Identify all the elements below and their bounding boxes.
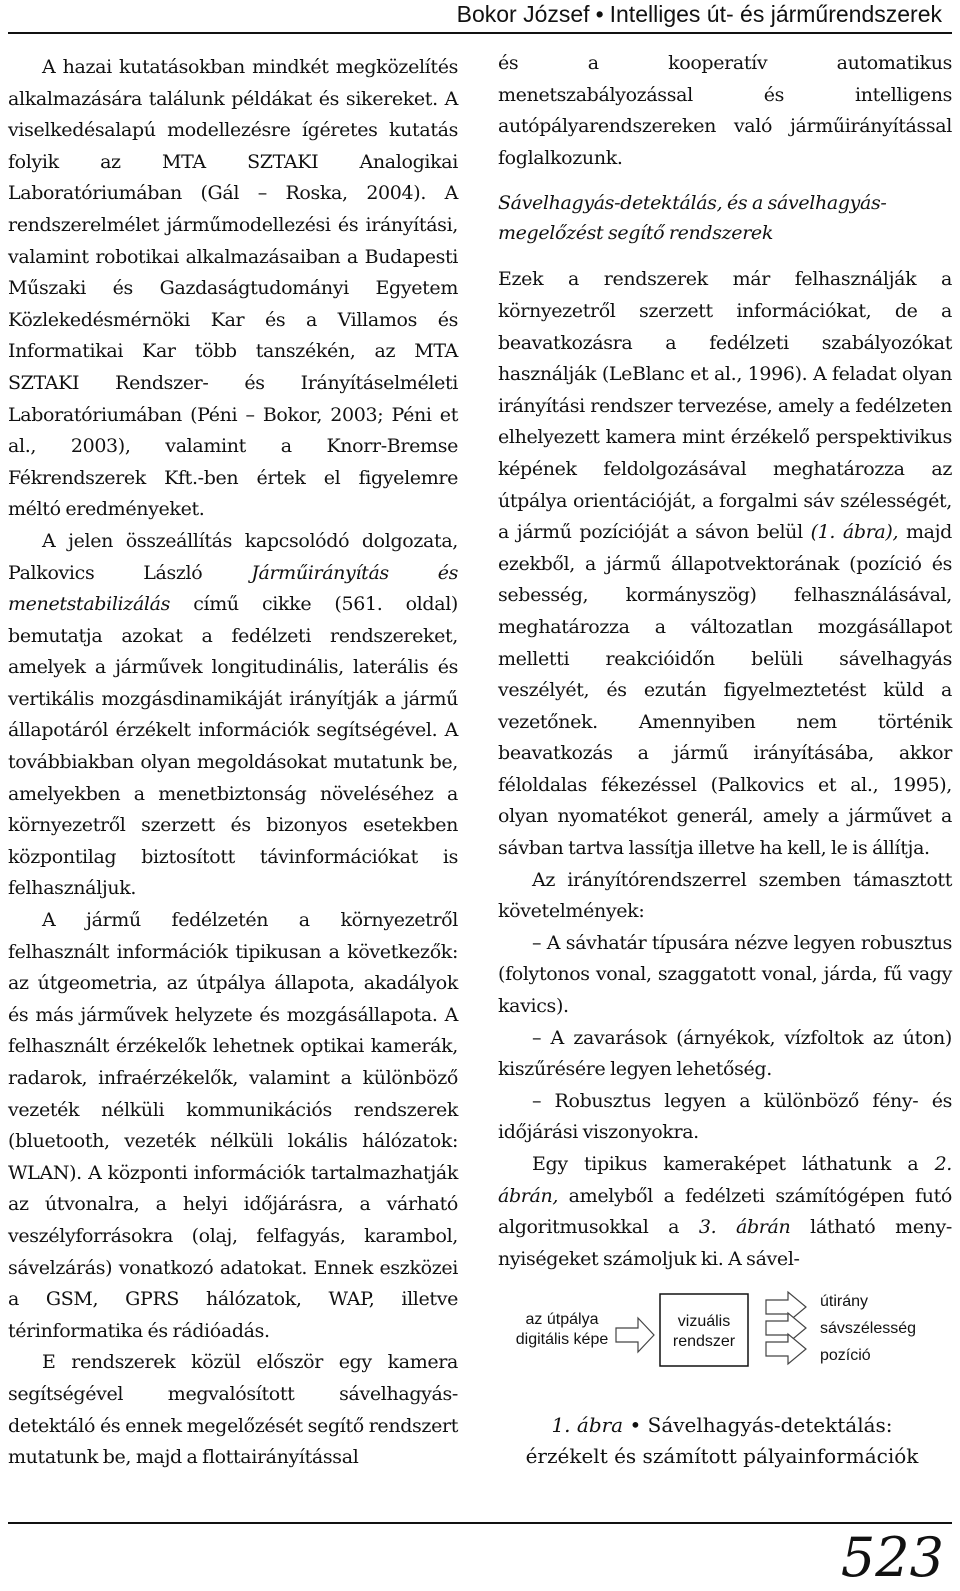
cited-article-title: Járműirányítás és menetstabilizálás xyxy=(8,561,458,616)
caption-bullet: • xyxy=(629,1413,642,1437)
box-label-line-1: vizuális xyxy=(677,1313,731,1330)
left-paragraph-2-end: című cikke (561. oldal) bemutatja azokat a fedélzeti rendszereket, amelyek a járművek longitudinális, laterális és vertikális mozgásdinamikáját irányítják a jármű állapotáról érzékelt információk segítségével. A továbbiakban olyan megoldásokat mutatunk be, amelyekben a menetbiztonság növeléséhez a környezetről szerzett és bizonyos esetekben központilag biztosított távinformációkat is felhasználjuk. xyxy=(8,593,458,900)
left-column xyxy=(8,52,458,1474)
left-paragraph-4: E rendszerek közül először egy kamera segítségével megvalósított sávelhagyás-detektáló és ennek megelőzését segítő rendszert mutatunk be, majd a flottairányítással xyxy=(8,1351,458,1469)
right-paragraph-1: és a kooperatív automatikus menetszabályozással és intelligens autópályarendszereken való járműirányítással foglalkozunk. xyxy=(498,52,952,169)
right-paragraph-2 xyxy=(498,264,952,864)
figure-1-caption xyxy=(492,1410,952,1472)
header-title: Intelliges út- és járműrendszerek xyxy=(609,1,942,27)
output-arrow-icon-3 xyxy=(766,1334,806,1364)
requirement-2: – A zavarások (árnyékok, vízfoltok az úton) kiszűrésére legyen lehetőség. xyxy=(498,1026,952,1081)
figure-2-reference: 2. ábrán, xyxy=(498,1153,952,1207)
page-number: 523 xyxy=(840,1526,944,1589)
figure-3-reference: 3. ábrán xyxy=(698,1216,791,1239)
running-header xyxy=(457,0,942,28)
requirements-intro: Az irányítórendszerrel szemben támasztott követelmények: xyxy=(498,868,952,923)
caption-line-1 xyxy=(492,1410,952,1441)
header-rule xyxy=(8,32,952,34)
output-label-direction: útirány xyxy=(820,1293,869,1310)
right-paragraph-4-b: amelyből a fedélzeti számítógépen futó algoritmusokkal a xyxy=(498,1184,952,1239)
caption-text-1: Sávelhagyás-detektálás: xyxy=(647,1413,893,1437)
input-label-line-2: digitális képe xyxy=(515,1331,609,1348)
right-column xyxy=(498,48,952,1275)
output-arrow-icon-2 xyxy=(766,1313,806,1343)
caption-figure-number: 1. ábra xyxy=(551,1413,624,1437)
left-paragraph-3: A jármű fedélzetén a környezetről felhasznált információk tipikusan a következők: az útgeometria, az útpálya állapota, akadályok és más járművek helyzete és mozgásállapota. A felhasznált érzékelők lehetnek optikai kamerák, radarok, infraérzékelők, valamint a különböző vezeték nélküli kommunikációs rendszerek (bluetooth, vezeték nélküli lokális hálózatok: WLAN). A központi információk tartalmazhatják az útvonalra, a helyi időjárásra, a várható veszélyforrásokra (olaj, felfagyás, karambol, sávelzárás) vonatkozó adatokat. Ennek eszközei a GSM, GPRS hálózatok, WAP, illetve térinformatika és rádióadás. xyxy=(8,909,458,1342)
visual-system-box xyxy=(660,1294,748,1366)
right-paragraph-4-c: látható meny-nyiségeket számoljuk ki. A sável- xyxy=(498,1216,952,1270)
left-paragraph-2 xyxy=(8,526,458,905)
header-separator: • xyxy=(595,1,604,27)
footer-rule xyxy=(8,1522,952,1524)
figure-1-reference: (1. ábra), xyxy=(810,521,899,544)
output-label-lane-width: sávszélesség xyxy=(820,1320,917,1337)
output-arrow-icon-1 xyxy=(766,1292,806,1322)
left-paragraph-2-start: A jelen összeállítás kapcsolódó dolgozata, Palkovics László xyxy=(8,529,458,584)
caption-text-2: érzékelt és számított pályainformációk xyxy=(525,1444,919,1468)
section-subheading: Sávelhagyás-detektálás, és a sávelhagyás-megelőzést segítő rendszerek xyxy=(498,192,887,245)
requirement-3: – Robusztus legyen a különböző fény- és időjárási viszonyokra. xyxy=(498,1089,952,1144)
right-paragraph-2-end: majd ezekből, a jármű állapotvektorának (pozíció és sebesség, kormányszög) felhasználásával, meghatározza a változatlan mozgásállapot melletti reakcióidőn belüli sávelhagyás veszélyét, és ezután figyelmeztetést küld a vezetőnek. Amennyiben nem történik beavatkozás a jármű irányításába, akkor féloldalas fékezéssel (Palkovics et al., 1995), olyan nyomatékot generál, amely a járművet a sávban tartva lassítja illetve ha kell, le is állítja. xyxy=(498,521,952,860)
right-paragraph-4 xyxy=(498,1149,952,1275)
requirement-1: – A sávhatár típusára nézve legyen robusztus (folytonos vonal, szaggatott vonal, járda, fű vagy kavics). xyxy=(498,931,952,1018)
input-label-line-1: az útpálya xyxy=(525,1311,599,1328)
header-author: Bokor József xyxy=(456,1,590,27)
output-label-position: pozíció xyxy=(820,1347,871,1364)
box-label-line-2: rendszer xyxy=(672,1333,736,1350)
input-arrow-icon xyxy=(616,1318,654,1352)
left-paragraph-1: A hazai kutatásokban mindkét megközelítés alkalmazására találunk példákat és sikereket. A viselkedésalapú modellezésre ígéretes kutatás folyik az MTA SZTAKI Analogikai Laboratóriumában (Gál – Roska, 2004). A rendszerelmélet járműmodellezési és irányítási, valamint robotikai alkalmazásaiban a Budapesti Műszaki és Gazdaságtudományi Egyetem Közlekedésmérnöki Kar és a Villamos és Informatikai Kar több tanszékén, az MTA SZTAKI Rendszer- és Irányításelméleti Laboratóriumában (Péni – Bokor, 2003; Péni et al., 2003), valamint a Knorr-Bremse Fékrendszerek Kft.-ben értek el figyelemre méltó eredményeket. xyxy=(8,56,458,521)
right-paragraph-4-a: Egy tipikus kameraképet láthatunk a xyxy=(532,1153,935,1175)
right-paragraph-2-start: Ezek a rendszerek már felhasználják a környezetről szerzett információkat, de a beavatkozásra a fedélzeti szabályozókat használják (LeBlanc et al., 1996). A feladat olyan irányítási rendszer tervezése, amely a fedélzeten elhelyezett kamera mint érzékelő perspektivikus képének feldolgozásával meghatározza az útpálya orientációját, a forgalmi sáv szélességét, a jármű pozícióját a sávon belül xyxy=(498,268,952,544)
figure-1-diagram xyxy=(492,1280,952,1390)
